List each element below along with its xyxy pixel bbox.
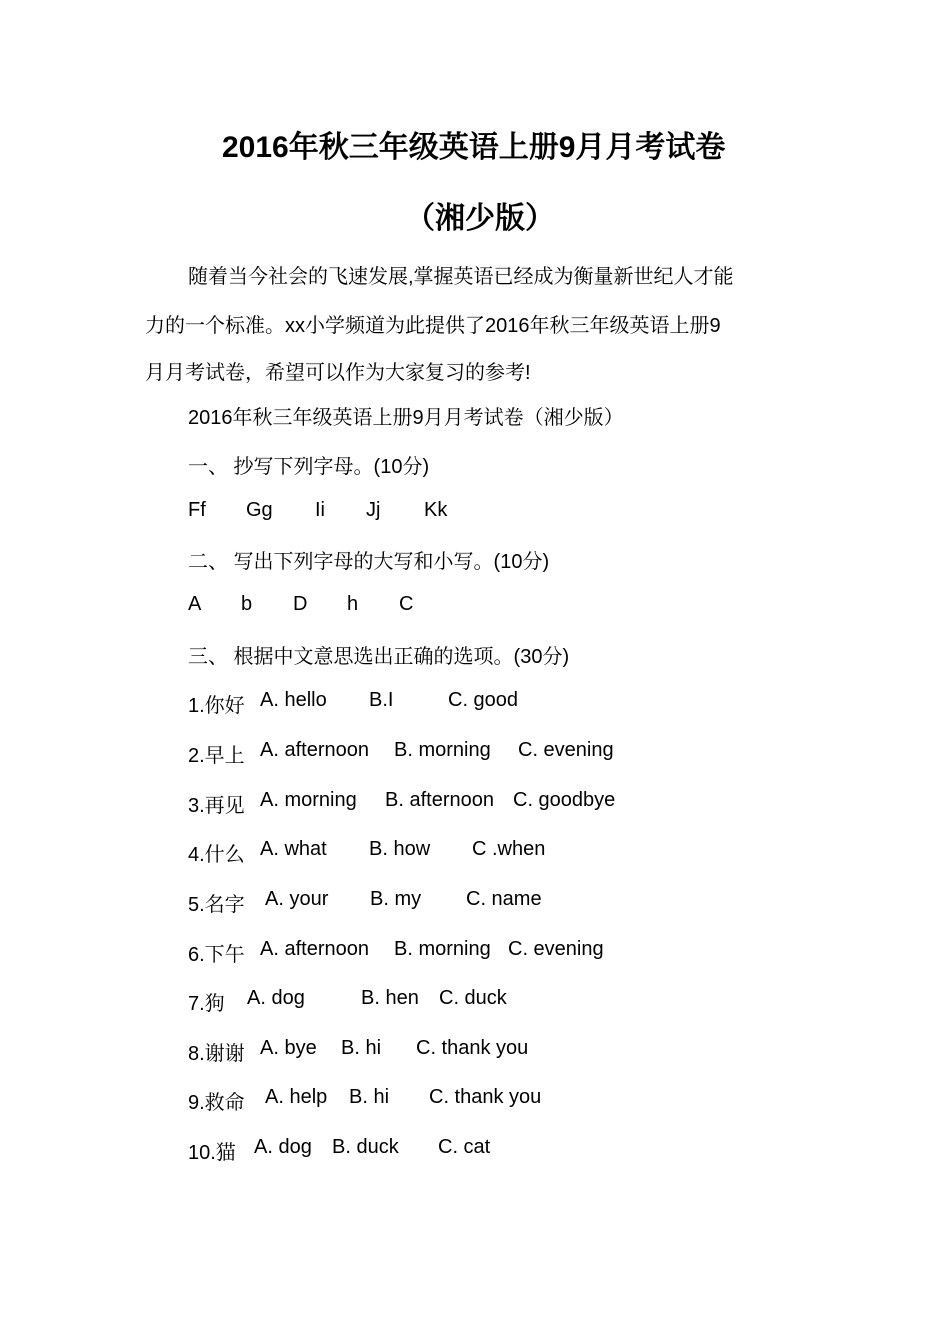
- option-b: B. morning: [394, 938, 491, 960]
- option-c: C. thank you: [429, 1086, 542, 1108]
- option-c: C. evening: [518, 739, 614, 761]
- intro-line-2: 力的一个标准。xx小学频道为此提供了2016年秋三年级英语上册9: [145, 315, 721, 337]
- option-c: C. thank you: [416, 1037, 529, 1059]
- option-c: C .when: [472, 838, 546, 860]
- option-a: A. dog: [254, 1136, 312, 1158]
- question-prompt: 7.狗: [188, 993, 225, 1015]
- question-prompt: 9.救命: [188, 1092, 245, 1114]
- question-prompt: 3.再见: [188, 795, 245, 817]
- letter-item: b: [241, 593, 253, 615]
- option-c: C. evening: [508, 938, 604, 960]
- option-a: A. what: [260, 838, 327, 860]
- document-title-edition: （湘少版）: [405, 202, 555, 235]
- option-a: A. your: [265, 888, 329, 910]
- option-a: A. dog: [247, 987, 305, 1009]
- option-b: B. hi: [341, 1037, 382, 1059]
- question-prompt: 1.你好: [188, 695, 245, 717]
- question-prompt: 8.谢谢: [188, 1043, 245, 1065]
- letter-item: C: [399, 593, 414, 615]
- option-a: A. bye: [260, 1037, 317, 1059]
- option-b: B. my: [370, 888, 422, 910]
- question-prompt: 4.什么: [188, 844, 245, 866]
- question-prompt: 2.早上: [188, 745, 245, 767]
- letter-item: Gg: [246, 499, 273, 521]
- letter-item: D: [293, 593, 308, 615]
- letter-item: Jj: [366, 499, 381, 521]
- option-b: B. duck: [332, 1136, 399, 1158]
- option-c: C. cat: [438, 1136, 491, 1158]
- section-1-heading: 一、 抄写下列字母。(10分): [188, 456, 430, 478]
- letter-item: Ff: [188, 499, 206, 521]
- option-a: A. afternoon: [260, 739, 369, 761]
- option-b: B. how: [369, 838, 431, 860]
- option-c: C. name: [466, 888, 542, 910]
- option-c: C. good: [448, 689, 519, 711]
- question-prompt: 10.猫: [188, 1142, 236, 1164]
- option-a: A. hello: [260, 689, 327, 711]
- option-b: B. morning: [394, 739, 491, 761]
- option-c: C. duck: [439, 987, 507, 1009]
- option-b: B. afternoon: [385, 789, 494, 811]
- intro-line-1: 随着当今社会的飞速发展,掌握英语已经成为衡量新世纪人才能: [188, 266, 734, 288]
- option-c: C. goodbye: [513, 789, 616, 811]
- exam-subtitle: 2016年秋三年级英语上册9月月考试卷（湘少版）: [188, 407, 624, 429]
- option-b: B. hen: [361, 987, 419, 1009]
- question-prompt: 5.名字: [188, 894, 245, 916]
- letter-item: Kk: [424, 499, 448, 521]
- intro-line-3: 月月考试卷，希望可以作为大家复习的参考!: [145, 362, 531, 384]
- section-2-heading: 二、 写出下列字母的大写和小写。(10分): [188, 551, 550, 573]
- letter-item: Ii: [315, 499, 325, 521]
- letter-item: h: [347, 593, 359, 615]
- option-a: A. help: [265, 1086, 328, 1108]
- option-a: A. morning: [260, 789, 357, 811]
- question-prompt: 6.下午: [188, 944, 245, 966]
- option-a: A. afternoon: [260, 938, 369, 960]
- letter-item: A: [188, 593, 202, 615]
- option-b: B.I: [369, 689, 394, 711]
- document-title: 2016年秋三年级英语上册9月月考试卷: [222, 131, 726, 164]
- option-b: B. hi: [349, 1086, 390, 1108]
- section-3-heading: 三、 根据中文意思选出正确的选项。(30分): [188, 646, 570, 668]
